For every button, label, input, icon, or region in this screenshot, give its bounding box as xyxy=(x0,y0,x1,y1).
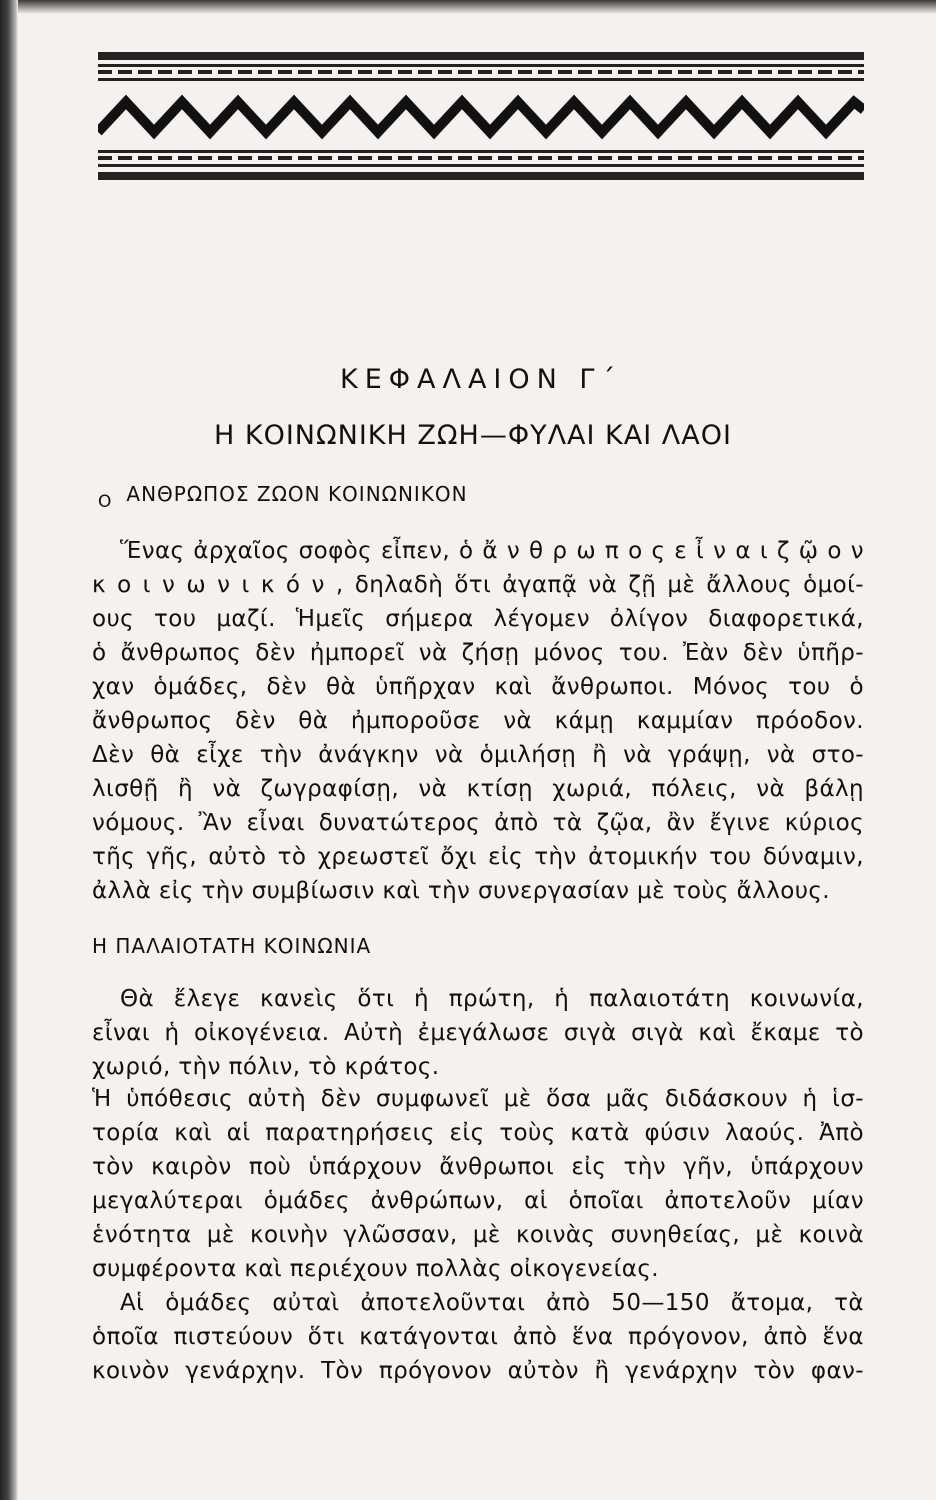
section-heading-text: ΑΝΘΡΩΠΟΣ ΖΩΟΝ ΚΟΙΝΩΝΙΚΟΝ xyxy=(126,482,468,506)
text-line: Θὰ ἔλεγε κανεὶς ὅτι ἡ πρώτη, ἡ παλαιοτάτη κοινωνία, xyxy=(120,986,864,1012)
paragraph-2 xyxy=(92,982,864,1084)
text-line: κοινὸν γενάρχην. Τὸν πρόγονον αὐτὸν ἢ γενάρχην τὸν φαν- xyxy=(92,1358,864,1384)
text-line: Ἡ ὑπόθεσις αὐτὴ δὲν συμφωνεῖ μὲ ὅσα μᾶς διδάσκουν ἡ ἱσ- xyxy=(92,1086,864,1112)
text-line: ὁποῖα πιστεύουν ὅτι κατάγονται ἀπὸ ἕνα πρόγονον, ἀπὸ ἕνα xyxy=(92,1324,864,1350)
text-line: ἀλλὰ εἰς τὴν συμβίωσιν καὶ τὴν συνεργασίαν μὲ τοὺς ἄλλους. xyxy=(92,878,831,904)
paragraph-1 xyxy=(92,534,864,908)
text-line: ους του μαζί. Ἡμεῖς σήμερα λέγομεν ὀλίγον διαφορετικά, xyxy=(92,606,864,632)
paragraph-4 xyxy=(92,1286,864,1388)
text-line: μεγαλύτεραι ὁμάδες ἀνθρώπων, αἱ ὁποῖαι ἀποτελοῦν μίαν xyxy=(92,1188,864,1214)
text-line: Αἱ ὁμάδες αὐταὶ ἀποτελοῦνται ἀπὸ 50—150 ἄτομα, τὰ xyxy=(120,1290,864,1316)
chapter-title: Η ΚΟΙΝΩΝΙΚΗ ΖΩΗ—ΦΥΛΑΙ ΚΑΙ ΛΑΟΙ xyxy=(214,420,732,451)
text-line: κ ο ι ν ω ν ι κ ό ν , δηλαδὴ ὅτι ἀγαπᾷ νὰ ζῇ μὲ ἄλλους ὁμοί- xyxy=(92,572,864,598)
section-heading-2: Η ΠΑΛΑΙΟΤΑΤΗ ΚΟΙΝΩΝΙΑ xyxy=(92,934,372,958)
text-line: ὁ ἄνθρωπος δὲν ἠμπορεῖ νὰ ζήσῃ μόνος του. Ἐὰν δὲν ὑπῆρ- xyxy=(92,640,864,666)
greek-zigzag-border-icon xyxy=(98,52,864,182)
section-heading-1 xyxy=(98,482,468,512)
text-line: λισθῇ ἢ νὰ ζωγραφίσῃ, νὰ κτίσῃ χωριά, πόλεις, νὰ βάλῃ xyxy=(92,776,864,802)
chapter-number: ΚΕΦΑΛΑΙΟΝ Γ΄ xyxy=(340,364,622,395)
page-top-shadow xyxy=(18,0,936,14)
text-line: νόμους. Ἂν εἶναι δυνατώτερος ἀπὸ τὰ ζῷα, ἂν ἔγινε κύριος xyxy=(92,810,864,836)
page-binding-shadow xyxy=(0,0,18,1500)
text-line: τὸν καιρὸν ποὺ ὑπάρχουν ἄνθρωποι εἰς τὴν γῆν, ὑπάρχουν xyxy=(92,1154,864,1180)
text-line: χωριό, τὴν πόλιν, τὸ κράτος. xyxy=(92,1054,440,1080)
text-line: ἄνθρωπος δὲν θὰ ἠμποροῦσε νὰ κάμῃ καμμίαν πρόοδον. xyxy=(92,708,864,734)
text-line: συμφέροντα καὶ περιέχουν πολλὰς οἰκογενείας. xyxy=(92,1256,659,1282)
section-heading-prefix: Ο xyxy=(98,492,113,512)
text-line: Ἕνας ἀρχαῖος σοφὸς εἶπεν, ὁ ἄ ν θ ρ ω π ο ς ε ἶ ν α ι ζ ῷ ο ν xyxy=(120,538,864,564)
paragraph-3 xyxy=(92,1082,864,1286)
text-line: εἶναι ἡ οἰκογένεια. Αὐτὴ ἐμεγάλωσε σιγὰ σιγὰ καὶ ἔκαμε τὸ xyxy=(92,1020,864,1046)
text-line: τῆς γῆς, αὐτὸ τὸ χρεωστεῖ ὄχι εἰς τὴν ἀτομικήν του δύναμιν, xyxy=(92,844,864,870)
text-line: χαν ὁμάδες, δὲν θὰ ὑπῆρχαν καὶ ἄνθρωποι. Μόνος του ὁ xyxy=(92,674,864,700)
text-line: ἑνότητα μὲ κοινὴν γλῶσσαν, μὲ κοινὰς συνηθείας, μὲ κοινὰ xyxy=(92,1222,864,1248)
text-line: τορία καὶ αἱ παρατηρήσεις εἰς τοὺς κατὰ φύσιν λαούς. Ἀπὸ xyxy=(92,1120,864,1146)
text-line: Δὲν θὰ εἶχε τὴν ἀνάγκην νὰ ὁμιλήσῃ ἢ νὰ γράψῃ, νὰ στο- xyxy=(92,742,864,768)
